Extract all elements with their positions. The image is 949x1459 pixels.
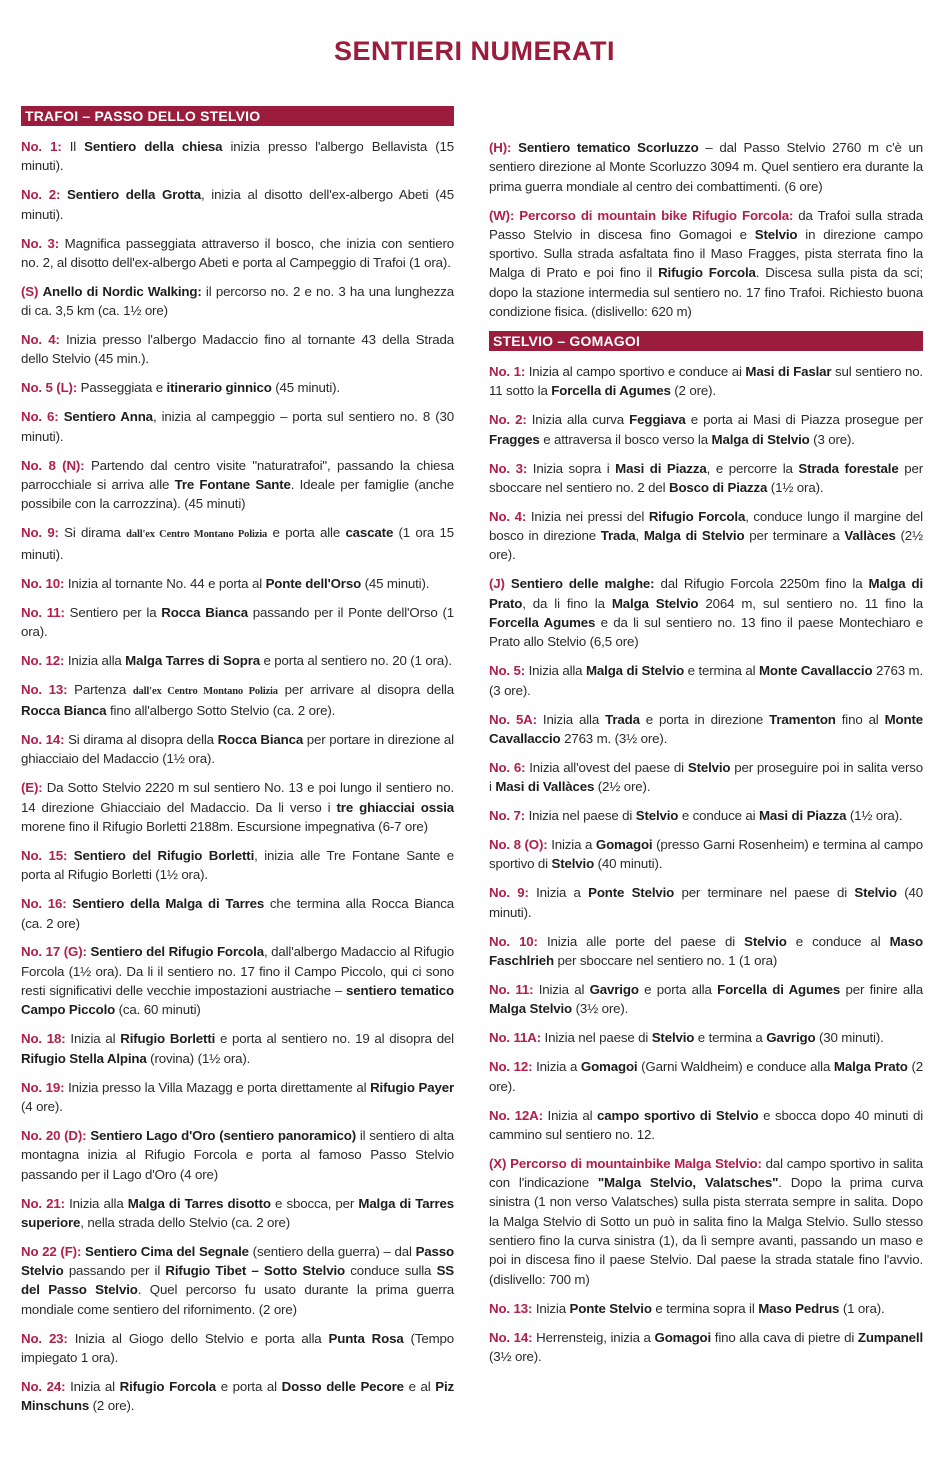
trail-number: No. 17 (G): xyxy=(21,944,87,960)
trail-entry xyxy=(21,456,454,514)
entry-text: Inizia a xyxy=(528,885,589,901)
trail-number: No. 10: xyxy=(21,575,65,591)
place-name: Tre Fontane Sante xyxy=(174,476,291,492)
trail-entry xyxy=(21,680,454,721)
entry-text: che termina alla Rocca Bianca (ca. 2 ore) xyxy=(21,896,454,931)
place-name: Rifugio Forcola xyxy=(648,508,746,524)
place-name: Malga Tarres di Sopra xyxy=(125,652,260,668)
place-name: "Malga Stelvio, Valatsches" xyxy=(597,1175,779,1191)
entry-text: (45 minuti). xyxy=(361,575,430,591)
trail-entry xyxy=(21,730,454,769)
entry-text: Inizia alla curva xyxy=(526,412,630,428)
place-name: Bosco di Piazza xyxy=(669,479,768,495)
trail-entry xyxy=(21,846,454,885)
entry-text: (3 ore). xyxy=(809,431,855,447)
place-name: campo sportivo di Stelvio xyxy=(597,1107,759,1123)
entry-text: e conduce ai xyxy=(678,808,759,824)
entry-text: Il xyxy=(61,139,85,154)
place-name: Piz Minschuns xyxy=(21,1378,454,1414)
place-name: Stelvio xyxy=(635,808,679,824)
trail-entry xyxy=(21,330,454,369)
section-header-stelvio: STELVIO – GOMAGOI xyxy=(489,331,923,351)
entry-text: (2 ore). xyxy=(670,383,716,399)
entry-text: Inizia al xyxy=(542,1107,598,1123)
entry-text: e porta al sentiero no. 19 al disopra del xyxy=(215,1031,454,1047)
entry-text: (2 ore). xyxy=(89,1398,135,1414)
entry-text: Inizia nel paese di xyxy=(525,808,636,824)
place-name: Rifugio Tibet – Sotto Stelvio xyxy=(165,1263,345,1279)
place-name: SS del Passo Stelvio xyxy=(21,1263,455,1298)
section-header-trafoi: TRAFOI – PASSO DELLO STELVIO xyxy=(21,106,454,126)
trail-number: No. 14: xyxy=(489,1329,533,1345)
entry-text: Inizia sopra i xyxy=(527,460,616,476)
trail-number: No. 9: xyxy=(21,525,59,541)
trail-entry xyxy=(21,137,454,176)
entry-text: (1 ora 15 minuti). xyxy=(21,525,454,562)
trail-number: No. 11: xyxy=(489,982,534,998)
entry-text: (rovina) (1½ ora). xyxy=(146,1050,251,1066)
entry-text: morene fino il Rifugio Borletti 2188m. Escursione impegnativa (6-7 ore) xyxy=(21,818,428,834)
entry-text: (Tempo impiegato 1 ora). xyxy=(21,1330,454,1365)
place-name: Tramenton xyxy=(769,711,836,727)
trail-entry xyxy=(21,574,454,593)
entry-text: – dal Passo Stelvio 2760 m c'è un sentiero direzione al Monte Scorluzzo 3094 m. Quel sentiero era durante la prima guerra mondiale al centro dei combattimenti. (6 ore) xyxy=(489,140,923,194)
place-name: tre ghiacciai ossia xyxy=(336,799,454,815)
entry-text: Si dirama al disopra della xyxy=(64,732,218,748)
place-name: Stelvio xyxy=(854,885,897,901)
trail-number: No 22 (F): xyxy=(21,1243,82,1259)
entry-text: e termina a xyxy=(694,1030,767,1046)
place-name: Sentiero del Rifugio Forcola xyxy=(90,944,264,960)
trail-number: No. 20 (D): xyxy=(21,1127,87,1143)
entry-text: Inizia presso la Villa Mazagg e porta direttamente al xyxy=(64,1079,371,1095)
trail-entry xyxy=(21,894,454,933)
entry-text: (45 minuti). xyxy=(271,380,340,396)
trail-number: No. 12: xyxy=(21,652,65,668)
entry-text: (presso Garni Rosenheim) e termina al campo sportivo di xyxy=(489,837,923,872)
trail-number: No. 14: xyxy=(21,732,65,748)
place-name: Malga di Stelvio xyxy=(643,528,745,544)
entry-text: per terminare a xyxy=(744,528,845,544)
place-name: Dosso delle Pecore xyxy=(281,1378,404,1394)
place-name: itinerario ginnico xyxy=(166,380,272,396)
entry-text: per sboccare nel sentiero no. 2 del xyxy=(489,460,923,495)
entry-text: 2763 m. (3½ ore). xyxy=(560,730,668,746)
place-name: Sentiero della Malga di Tarres xyxy=(72,896,265,912)
trail-number: No. 4: xyxy=(489,508,527,524)
place-name: Sentiero Anna xyxy=(63,409,153,425)
entry-text: dal Rifugio Forcola 2250m fino la xyxy=(654,576,869,592)
entry-text: , da li fino la xyxy=(522,595,612,611)
trail-number: No. 10: xyxy=(489,933,538,949)
entry-text: (4 ore). xyxy=(21,1098,63,1114)
trail-entry xyxy=(489,138,923,196)
entry-text: Inizia presso l'albergo Madaccio fino al tornante 43 della Strada dello Stelvio (45 min.). xyxy=(21,332,454,367)
entry-text: Da Sotto Stelvio 2220 m sul sentiero No. 13 e poi lungo il sentiero no. 14 direzione Ghiacciaio del Madaccio. Da li verso i xyxy=(21,780,454,815)
trail-entry xyxy=(21,1377,454,1416)
trail-entry xyxy=(489,806,923,825)
trail-entry xyxy=(21,1329,454,1368)
trail-entry xyxy=(21,1242,454,1319)
trail-entry xyxy=(21,603,454,642)
place-name: Vallàces xyxy=(844,528,896,544)
trail-entry xyxy=(489,932,923,971)
place-name: Stelvio xyxy=(551,856,595,872)
entry-text: e sbocca dopo 40 minuti di cammino sul sentiero no. 12. xyxy=(489,1107,924,1142)
trail-number: No. 23: xyxy=(21,1330,68,1346)
entry-text: e porta alle xyxy=(267,525,346,541)
place-name: Forcella Agumes xyxy=(489,615,596,631)
trail-entry xyxy=(21,942,454,1019)
entry-text xyxy=(60,187,67,202)
place-name: Gomagoi xyxy=(654,1329,712,1345)
entry-text: Inizia alla xyxy=(64,652,126,668)
place-name: Gavrigo xyxy=(766,1030,816,1046)
trail-entry xyxy=(489,410,923,449)
trail-entry xyxy=(21,282,454,321)
entry-text: Si dirama xyxy=(58,525,127,541)
place-name: Sentiero della Grotta xyxy=(66,187,202,203)
section-stelvio-entries xyxy=(489,362,923,1366)
entry-text: (40 minuti). xyxy=(489,885,923,920)
place-name: Forcella di Agumes xyxy=(551,383,671,399)
trail-entry xyxy=(21,1029,454,1068)
trail-entry xyxy=(489,758,923,797)
entry-text: dal campo sportivo in salita con l'indicazione xyxy=(489,1155,923,1191)
entry-text: sul sentiero no. 11 sotto la xyxy=(489,364,923,399)
trail-number: No. 12A: xyxy=(489,1107,543,1123)
trail-number: No. 1: xyxy=(21,139,62,154)
place-name: Sentiero tematico Scorluzzo xyxy=(518,140,699,155)
trail-entry xyxy=(21,651,454,670)
place-name: Gomagoi xyxy=(595,837,653,853)
place-name: Rifugio Payer xyxy=(370,1079,454,1095)
entry-text: per proseguire poi in salita verso i xyxy=(489,759,923,795)
section-trafoi-continued-entries xyxy=(489,138,923,321)
entry-text: , dall'albergo Madaccio al Rifugio Forcola (1½ ora). Da li il sentiero no. 17 fino il Campo Piccolo, qui ci sono resti significativi delle vecchie impostazioni austriache – xyxy=(21,944,455,999)
entry-text: e porta in direzione xyxy=(639,711,770,727)
entry-text: Inizia alla xyxy=(64,1195,128,1211)
trail-entry xyxy=(489,710,923,749)
trail-entry xyxy=(21,407,454,446)
entry-text: . Discesa sulla pista da sci; dopo la stazione intermedia sul sentiero no. 17 fino Trafoi. Richiesto buona condizione fisica. (dislivello: 620 m) xyxy=(489,265,924,320)
trail-entry xyxy=(21,185,454,224)
trail-number: (E): xyxy=(21,780,43,796)
trail-entry xyxy=(489,1106,923,1145)
trail-entry xyxy=(21,1078,454,1117)
entry-text: e termina al xyxy=(684,663,759,679)
entry-text: in direzione campo sportivo. Sulla strada asfaltata fino il Maso Fragges, pista sterrata fino la Malga di Prato e poi fino il xyxy=(489,226,924,281)
trail-number: No. 7: xyxy=(489,808,526,824)
trail-entry xyxy=(21,234,454,273)
place-name: Feggiava xyxy=(629,412,686,428)
trail-number: No. 24: xyxy=(21,1378,66,1394)
entry-text: per arrivare al disopra della xyxy=(277,681,454,697)
place-name: Zumpanell xyxy=(857,1329,923,1345)
section-trafoi-entries xyxy=(21,137,454,1416)
trail-number: (H): xyxy=(489,140,512,155)
place-name: Ponte Stelvio xyxy=(588,885,675,901)
place-name: Monte Cavallaccio xyxy=(758,663,873,679)
trail-entry xyxy=(489,206,923,322)
entry-text: . Quel percorso fu usato durante la prima guerra mondiale come sentiero del rifornimento. (2 ore) xyxy=(21,1282,454,1317)
place-name: Rifugio Stella Alpina xyxy=(21,1050,147,1066)
entry-text: 2763 m. (3 ore). xyxy=(489,663,923,698)
trail-number: No. 12: xyxy=(489,1059,533,1075)
entry-text: Inizia alla xyxy=(525,663,586,679)
trail-number: No. 6: xyxy=(489,759,526,775)
entry-text: per sboccare nel sentiero no. 1 (1 ora) xyxy=(554,953,778,969)
trail-entry xyxy=(489,1028,923,1047)
place-name: Anello di Nordic Walking: xyxy=(42,283,202,299)
place-name: Trada xyxy=(600,528,636,544)
entry-text: e porta al xyxy=(216,1378,282,1394)
place-name: Rifugio Forcola xyxy=(119,1378,217,1394)
entry-text: per terminare nel paese di xyxy=(674,885,855,901)
entry-text: 2064 m, sul sentiero no. 11 fino la xyxy=(698,595,923,611)
place-name: cascate xyxy=(345,525,394,541)
entry-text: Inizia a xyxy=(547,837,596,853)
place-name: Punta Rosa xyxy=(328,1330,404,1346)
entry-text: inizia presso l'albergo Bellavista (15 minuti). xyxy=(21,139,454,174)
trail-entry xyxy=(489,507,923,565)
entry-text: da Trafoi sulla strada Passo Stelvio in discesa fino Gomagoi e xyxy=(489,207,923,242)
entry-text: Sentiero per la xyxy=(64,604,162,620)
entry-text: , e percorre la xyxy=(706,460,799,476)
entry-text: Inizia al xyxy=(533,982,590,998)
trail-number: No. 6: xyxy=(21,409,59,425)
entry-text: (sentiero della guerra) – dal xyxy=(248,1243,416,1259)
place-name: Sentiero delle malghe: xyxy=(510,576,655,592)
entry-text: Partenza xyxy=(67,681,133,697)
entry-text: Inizia alla xyxy=(536,711,606,727)
entry-text: e da li sul sentiero no. 13 fino il paese Montechiaro e Prato allo Stelvio (6,5 ore) xyxy=(489,615,924,650)
place-name: Ponte Stelvio xyxy=(569,1300,652,1316)
entry-text: il sentiero di alta montagna inizia al Rifugio Forcola e porta al famoso Passo Stelvio passando per il Lago d'Oro (4 ore) xyxy=(21,1127,455,1182)
entry-text: , inizia alle Tre Fontane Sante e porta al Rifugio Borletti (1½ ora). xyxy=(21,847,454,883)
entry-text: e porta ai Masi di Piazza prosegue per xyxy=(685,412,923,428)
place-name: Stelvio xyxy=(744,933,787,949)
place-name: Rocca Bianca xyxy=(21,703,107,719)
entry-text: , nella strada dello Stelvio (ca. 2 ore) xyxy=(80,1214,291,1230)
trail-number: No. 15: xyxy=(21,847,68,863)
place-name: Fragges xyxy=(489,431,540,447)
entry-text: (Garni Waldheim) e conduce alla xyxy=(637,1059,834,1075)
entry-text: (3½ ore). xyxy=(572,1001,629,1017)
entry-text: (2½ ore). xyxy=(489,528,923,563)
entry-text: . Dopo la prima curva sinistra (1 non verso Valatsches) sulla pista sterrata sempre in salita. Dopo la Malga Stelvio di Sotto un può in salita fino la Malga Stelvio. Sullo stesso sentiero fino la curva sinistra (1), da lì sempre avanti, passando un maso e poi in discesa fino il paese Stelvio. Dal paese la strada statale fino l'avvio. (dislivello: 700 m) xyxy=(489,1175,923,1287)
entry-text: (2 ore). xyxy=(489,1059,923,1094)
entry-text: Inizia all'ovest del paese di xyxy=(525,759,688,775)
trail-number: No. 13: xyxy=(21,681,68,697)
trail-number: No. 18: xyxy=(21,1031,66,1047)
entry-text: (40 minuti). xyxy=(594,856,663,872)
right-column xyxy=(489,138,923,1376)
trail-number: (W): Percorso di mountain bike Rifugio Forcola: xyxy=(489,207,794,223)
entry-text: Inizia al tornante No. 44 e porta al xyxy=(64,575,266,591)
place-name: Stelvio xyxy=(754,226,798,242)
trail-entry xyxy=(489,1057,923,1096)
trail-entry xyxy=(489,1299,923,1318)
trail-entry xyxy=(489,459,923,498)
entry-text: e conduce al xyxy=(786,933,890,949)
entry-text: passando per il Ponte dell'Orso (1 ora). xyxy=(21,604,454,639)
trail-number: No. 3: xyxy=(489,460,528,476)
entry-text: il percorso no. 2 e no. 3 ha una lunghezza di ca. 3,5 km (ca. 1½ ore) xyxy=(21,283,454,319)
trail-entry xyxy=(489,883,923,922)
entry-text: conduce sulla xyxy=(344,1263,437,1279)
trail-entry xyxy=(489,1328,923,1367)
place-name: Rifugio Borletti xyxy=(120,1031,216,1047)
place-name: Malga Stelvio xyxy=(489,1001,573,1017)
trail-entry xyxy=(489,980,923,1019)
entry-text: Inizia nel paese di xyxy=(541,1030,652,1046)
trail-number: No. 11A: xyxy=(489,1030,542,1046)
entry-text: (ca. 60 minuti) xyxy=(115,1002,201,1018)
place-name: Malga di Tarres superiore xyxy=(21,1195,454,1230)
place-name: Maso Faschlrieh xyxy=(489,933,923,969)
place-name: Masi di Piazza xyxy=(759,808,847,824)
entry-text: Magnifica passeggiata attraverso il bosco, che inizia con sentiero no. 2, al disotto dell'ex-albergo Abeti e porta al Campeggio di Trafoi (1 ora). xyxy=(21,235,454,270)
trail-number: No. 16: xyxy=(21,896,67,912)
trail-number: No. 3: xyxy=(21,235,60,251)
trail-number: No. 2: xyxy=(489,412,527,428)
place-name: Masi di Vallàces xyxy=(495,779,595,795)
place-name: Masi di Faslar xyxy=(745,364,832,380)
trail-number: No. 19: xyxy=(21,1079,65,1095)
entry-text: fino alla cava di pietre di xyxy=(711,1329,858,1345)
trail-number: (X) Percorso di mountainbike Malga Stelvio: xyxy=(489,1155,762,1171)
entry-text: Partendo dal centro visite "naturatrafoi", passando la chiesa parrocchiale si arriva alle xyxy=(21,457,454,492)
place-name: Maso Pedrus xyxy=(758,1300,840,1316)
place-note: dall'ex Centro Montano Polizia xyxy=(126,529,268,541)
place-name: Passo Stelvio xyxy=(21,1243,454,1279)
trail-number: No. 11: xyxy=(21,604,65,620)
entry-text: fino all'albergo Sotto Stelvio (ca. 2 ore). xyxy=(106,703,336,719)
place-name: Malga di Tarres disotto xyxy=(127,1195,271,1211)
entry-text: Inizia xyxy=(532,1300,570,1316)
trail-number: No. 5A: xyxy=(489,711,537,727)
trail-number: No. 8 (O): xyxy=(489,837,548,853)
trail-number: No. 13: xyxy=(489,1300,533,1316)
place-name: Monte Cavallaccio xyxy=(489,711,923,746)
trail-entry xyxy=(21,523,454,564)
trail-entry xyxy=(489,661,923,700)
entry-text: per portare in direzione al ghiacciaio del Madaccio (1½ ora). xyxy=(21,732,454,767)
trail-entry xyxy=(489,835,923,874)
entry-text: passando per il xyxy=(63,1263,166,1279)
place-name: Malga Stelvio xyxy=(611,595,699,611)
trail-number: No. 8 (N): xyxy=(21,457,85,473)
place-name: Rifugio Forcola xyxy=(658,265,756,281)
place-name: Masi di Piazza xyxy=(615,460,707,476)
entry-text: , inizia al campeggio – porta sul sentiero no. 8 (30 minuti). xyxy=(21,409,454,444)
trail-entry xyxy=(489,1154,923,1289)
entry-text: e termina sopra il xyxy=(651,1300,759,1316)
place-name: Gomagoi xyxy=(580,1059,638,1075)
trail-entry xyxy=(21,378,454,397)
entry-text: (1½ ora). xyxy=(767,479,824,495)
place-name: Malga Prato xyxy=(833,1059,908,1075)
entry-text: , conduce lungo il margine del bosco in direzione xyxy=(489,508,923,544)
place-name: Malga di Stelvio xyxy=(711,431,810,447)
trail-number: No. 1: xyxy=(489,364,526,380)
entry-text: Herrensteig, inizia a xyxy=(532,1329,655,1345)
entry-text: (1½ ora). xyxy=(846,808,903,824)
trail-number: No. 4: xyxy=(21,332,60,348)
entry-text: e attraversa il bosco verso la xyxy=(539,431,712,447)
place-name: Stelvio xyxy=(687,759,731,775)
trail-entry xyxy=(21,1126,454,1184)
trail-number: No. 5: xyxy=(489,663,526,679)
entry-text: (1 ora). xyxy=(839,1300,885,1316)
place-name: Stelvio xyxy=(651,1030,695,1046)
place-name: Rocca Bianca xyxy=(161,604,248,620)
entry-text: Inizia nei pressi del xyxy=(526,508,649,524)
entry-text: Inizia alle porte del paese di xyxy=(537,933,745,949)
trail-number: (J) xyxy=(489,576,505,592)
trail-entry xyxy=(21,1194,454,1233)
page-title: SENTIERI NUMERATI xyxy=(333,36,615,66)
left-column xyxy=(21,106,454,1425)
place-name: Strada forestale xyxy=(798,460,899,476)
place-name: Forcella di Agumes xyxy=(717,982,841,998)
entry-text: Passeggiata e xyxy=(77,380,167,396)
entry-text: Inizia a xyxy=(532,1059,581,1075)
place-name: Sentiero Cima del Segnale xyxy=(85,1243,249,1259)
entry-text: . Ideale per famiglie (anche possibile con la carrozzina). (45 minuti) xyxy=(21,476,454,512)
place-name: Sentiero del Rifugio Borletti xyxy=(73,847,255,863)
entry-text: Inizia al Giogo dello Stelvio e porta alla xyxy=(67,1330,329,1346)
place-name: sentiero tematico Campo Piccolo xyxy=(21,983,454,1018)
entry-text: Inizia al xyxy=(65,1031,121,1047)
trail-entry xyxy=(21,778,454,836)
entry-text: , inizia al disotto dell'ex-albergo Abeti (45 minuti). xyxy=(21,187,454,222)
entry-text: (2½ ore). xyxy=(594,779,651,795)
trail-number: No. 2: xyxy=(21,187,61,203)
entry-text: (30 minuti). xyxy=(815,1030,884,1046)
entry-text: (3½ ore). xyxy=(489,1348,542,1364)
place-note: dall'ex Centro Montano Polizia xyxy=(132,685,278,697)
place-name: Gavrigo xyxy=(589,982,639,998)
trail-entry xyxy=(489,362,923,401)
entry-text: fino al xyxy=(835,711,885,727)
trail-number: No. 21: xyxy=(21,1195,65,1211)
entry-text: , xyxy=(635,528,644,544)
place-name: Malga di Stelvio xyxy=(585,663,685,679)
entry-text: e porta al sentiero no. 20 (1 ora). xyxy=(259,652,452,668)
place-name: Sentiero Lago d'Oro (sentiero panoramico) xyxy=(90,1127,356,1143)
entry-text: per finire alla xyxy=(840,982,923,998)
place-name: Trada xyxy=(605,711,640,727)
place-name: Rocca Bianca xyxy=(217,732,304,748)
place-name: Malga di Prato xyxy=(489,576,924,611)
place-name: Ponte dell'Orso xyxy=(265,575,362,591)
entry-text: e al xyxy=(403,1378,436,1394)
place-name: Sentiero della chiesa xyxy=(84,139,223,154)
entry-text: e porta alla xyxy=(638,982,718,998)
trail-number: No. 9: xyxy=(489,885,529,901)
trail-entry xyxy=(489,574,923,651)
trail-number: No. 5 (L): xyxy=(21,380,78,396)
entry-text: Inizia al xyxy=(65,1378,120,1394)
entry-text: e sbocca, per xyxy=(270,1195,359,1211)
entry-text: Inizia al campo sportivo e conduce ai xyxy=(525,364,746,380)
trail-number: (S) xyxy=(21,283,39,299)
